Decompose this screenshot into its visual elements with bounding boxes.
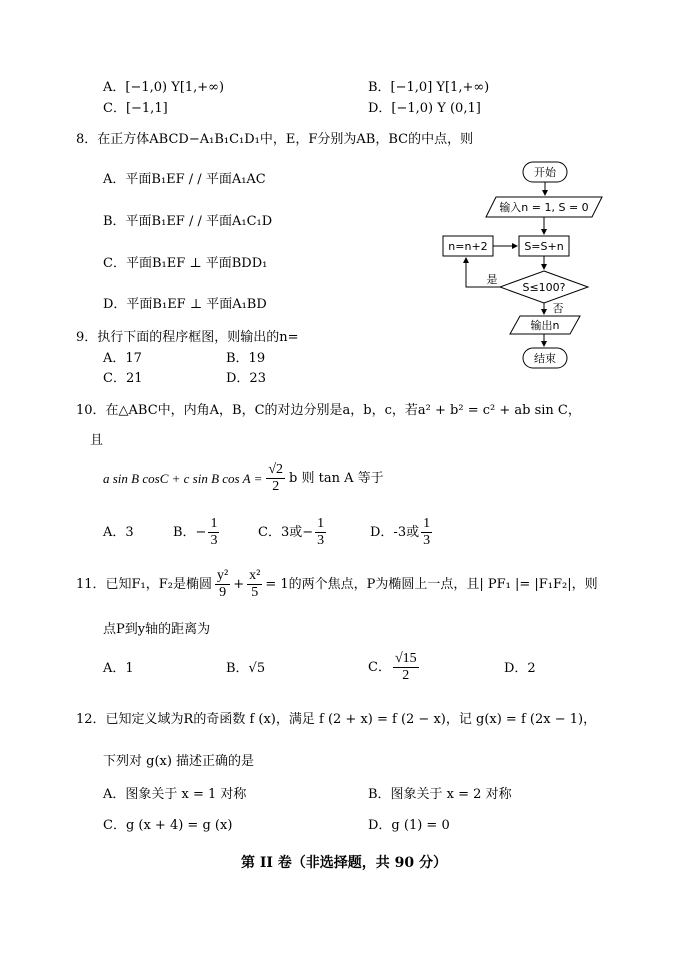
q11-stem-start: 11．已知F₁，F₂是椭圆 [76,577,213,592]
flow-update-s-text: S=S+n [524,240,564,253]
flow-start-text: 开始 [534,166,556,179]
q8-option-a: A．平面B₁EF / / 平面A₁AC [103,172,266,187]
q11-option-d: D．2 [504,661,536,676]
q8-option-b: B．平面B₁EF / / 平面A₁C₁D [103,214,273,229]
q11-stem-line2: 点P到y轴的距离为 [103,622,211,637]
q12-option-a: A．图象关于 x = 1 对称 [103,787,247,802]
q9-option-d: D．23 [226,371,266,386]
q10-stem-line2: 且 [90,433,104,448]
q10-option-a: A．3 [103,525,134,540]
q9-option-b: B．19 [226,351,266,366]
fraction-numerator: √2 [268,462,284,477]
q11-option-c-prefix: C． [368,660,391,675]
fraction-denominator: 9 [219,585,227,600]
q11-stem-end: = 1的两个焦点，P为椭圆上一点，且| PF₁ |= |F₁F₂|，则 [265,577,598,592]
q7-option-d: D．[−1,0) Y (0,1] [368,101,481,116]
q10-equation-left: a sin B cosC + c sin B cos A = [103,471,263,486]
q11-fraction-x [247,568,262,601]
q11-fraction-y [215,568,230,601]
q11-stem-line1 [76,568,598,601]
fraction-numerator: x² [249,568,261,583]
program-flowchart [430,156,610,374]
fraction-numerator: 1 [317,516,325,531]
flow-input-text: 输入n = 1, S = 0 [499,201,589,214]
q9-option-c: C．21 [103,371,143,386]
q7-option-b: B．[−1,0] Y[1,+∞) [368,80,490,95]
flow-no-label: 否 [552,302,564,315]
q10-option-c [258,516,326,549]
q10-stem-line1: 10．在△ABC中，内角A，B，C的对边分别是a，b，c，若a² + b² = c² + ab sin C， [76,403,581,418]
fraction-denominator: 2 [272,479,280,494]
q12-option-b: B．图象关于 x = 2 对称 [368,787,512,802]
q10-option-c-prefix: C．3或− [258,525,314,540]
q10-option-d [370,516,432,549]
fraction-denominator: 5 [251,585,259,600]
q10-equation [103,462,384,495]
q11-plus: + [233,577,245,592]
q10-equation-fraction [266,462,285,495]
q8-option-c: C．平面B₁EF ⊥ 平面BDD₁ [103,256,268,271]
q9-option-a: A．17 [103,351,142,366]
q10-option-d-fraction [421,516,432,549]
flow-condition-text: S≤100? [522,281,566,294]
q8-option-d: D．平面B₁EF ⊥ 平面A₁BD [103,297,267,312]
fraction-numerator: 1 [210,516,218,531]
flow-update-n-text: n=n+2 [448,240,488,253]
fraction-denominator: 3 [423,533,431,548]
q10-option-b-fraction [208,516,219,549]
q12-option-c: C．g (x + 4) = g (x) [103,818,233,833]
q10-option-b-prefix: B．− [173,525,207,540]
q11-option-c-fraction [393,651,419,684]
flow-output-text: 输出n [530,319,560,332]
q12-option-d: D．g (1) = 0 [368,818,450,833]
q8-stem: 8．在正方体ABCD−A₁B₁C₁D₁中，E，F分别为AB，BC的中点，则 [76,132,474,147]
fraction-numerator: 1 [423,516,431,531]
q11-option-c [368,651,419,684]
q9-stem: 9．执行下面的程序框图，则输出的n= [76,330,299,345]
q10-option-c-fraction [315,516,326,549]
q7-option-c: C．[−1,1] [103,101,168,116]
flow-end-text: 结束 [534,352,556,365]
q10-option-b [173,516,219,549]
q12-stem-line1: 12．已知定义域为R的奇函数 f (x)，满足 f (2 + x) = f (2 − x)，记 g(x) = f (2x − 1)， [76,712,597,727]
q11-option-b: B．√5 [226,661,266,676]
fraction-denominator: 2 [402,668,410,683]
q11-option-a: A．1 [103,661,134,676]
flow-yes-label: 是 [486,273,498,286]
q12-stem-line2: 下列对 g(x) 描述正确的是 [103,754,255,769]
fraction-numerator: √15 [394,651,417,666]
fraction-denominator: 3 [210,533,218,548]
q10-option-d-prefix: D．-3或 [370,525,420,540]
q10-equation-tail: b 则 tan A 等于 [289,471,384,486]
fraction-denominator: 3 [317,533,325,548]
q7-option-a: A．[−1,0) Y[1,+∞) [103,80,225,95]
fraction-numerator: y² [217,568,229,583]
section-title: 第 II 卷（非选择题，共 90 分） [240,855,448,871]
